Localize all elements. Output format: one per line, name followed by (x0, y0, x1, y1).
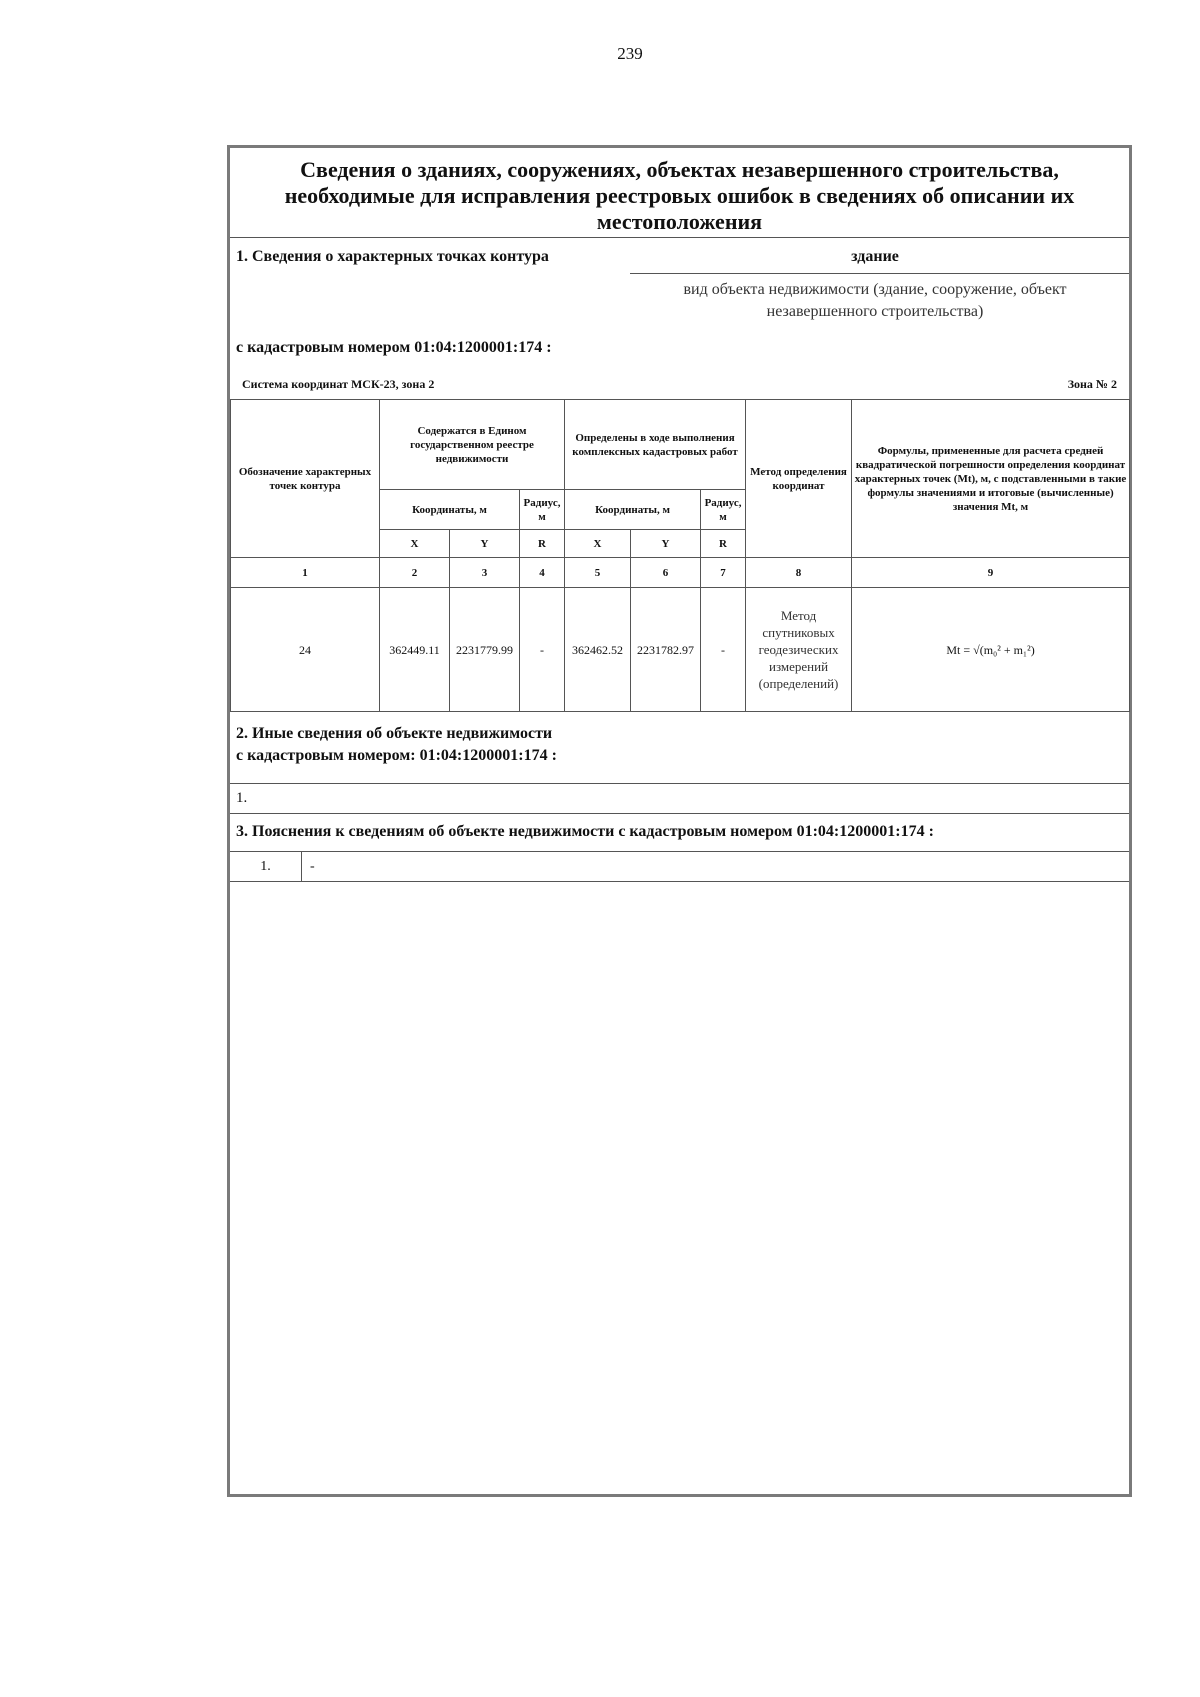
formula-cell: Mt = √(m₀² + m₁²) (852, 588, 1130, 712)
page-number: 239 (617, 44, 643, 63)
column-number: 3 (450, 558, 520, 588)
header-egrn-r: R (520, 530, 565, 558)
coordinate-system: Система координат МСК-23, зона 2 (242, 377, 435, 391)
section2-label-line-1: 2. Иные сведения об объекте недвижимости (236, 725, 553, 742)
header-egrn-coords: Координаты, м (380, 490, 520, 530)
column-number: 7 (701, 558, 746, 588)
object-kind-caption-line-2: незавершенного строительства) (766, 303, 984, 320)
title-line-3: местоположения (596, 209, 763, 234)
egrn-r-cell: - (520, 588, 565, 712)
header-works-r: R (701, 530, 746, 558)
section2 (230, 713, 1129, 784)
column-number: 2 (380, 558, 450, 588)
section3-item-row (230, 852, 1129, 882)
section2-item: 1. (236, 790, 248, 806)
object-kind-value: здание (851, 248, 899, 265)
object-kind-caption-line-1: вид объекта недвижимости (здание, сооружение, объект (683, 281, 1067, 298)
document-frame (227, 145, 1132, 1497)
column-number: 9 (852, 558, 1130, 588)
column-number: 4 (520, 558, 565, 588)
works-r-cell: - (701, 588, 746, 712)
method-cell: Метод спутниковых геодезических измерений (определений) (746, 588, 852, 712)
header-method: Метод определения координат (746, 400, 852, 558)
column-number: 5 (565, 558, 631, 588)
header-group-egrn: Содержатся в Едином государственном реестре недвижимости (380, 400, 565, 490)
header-egrn-radius: Радиус, м (520, 490, 565, 530)
header-works-y: Y (631, 530, 701, 558)
section1-label: 1. Сведения о характерных точках контура (236, 248, 549, 265)
header-egrn-y: Y (450, 530, 520, 558)
zone-label: Зона № 2 (1067, 377, 1117, 391)
cadastral-number-line: с кадастровым номером 01:04:1200001:174 : (236, 339, 552, 356)
header-works-radius: Радиус, м (701, 490, 746, 530)
section3-item-number: 1. (230, 852, 302, 881)
egrn-y-cell: 2231779.99 (450, 588, 520, 712)
column-number: 1 (231, 558, 380, 588)
column-number: 8 (746, 558, 852, 588)
header-point-designation: Обозначение характерных точек контура (231, 400, 380, 558)
section3-label: 3. Пояснения к сведениям об объекте недвижимости с кадастровым номером 01:04:1200001:174 : (236, 823, 934, 840)
header-works-x: X (565, 530, 631, 558)
works-y-cell: 2231782.97 (631, 588, 701, 712)
section2-label-line-2: с кадастровым номером: 01:04:1200001:174 : (236, 747, 557, 764)
header-formula: Формулы, примененные для расчета средней квадратической погрешности определения координат характерных точек (Mt), м, с подставленными в такие формулы значениями и итоговые (вычисленные) значения Mt, м (852, 400, 1130, 558)
header-works-coords: Координаты, м (565, 490, 701, 530)
document-title (230, 148, 1129, 238)
title-line-1: Сведения о зданиях, сооружениях, объектах незавершенного строительства, (300, 157, 1059, 182)
egrn-x-cell: 362449.11 (380, 588, 450, 712)
header-egrn-x: X (380, 530, 450, 558)
point-designation-cell: 24 (231, 588, 380, 712)
section2-item-row (230, 784, 1129, 814)
column-number: 6 (631, 558, 701, 588)
title-line-2: необходимые для исправления реестровых ошибок в сведениях об описании их (284, 183, 1075, 208)
object-kind-caption (630, 279, 1120, 323)
section3-item-value: - (310, 859, 315, 874)
coordinates-table (230, 399, 1130, 712)
works-x-cell: 362462.52 (565, 588, 631, 712)
section3 (230, 814, 1129, 852)
header-group-complex-works: Определены в ходе выполнения комплексных кадастровых работ (565, 400, 746, 490)
table-row (231, 588, 1130, 712)
object-kind-underline (630, 273, 1129, 274)
